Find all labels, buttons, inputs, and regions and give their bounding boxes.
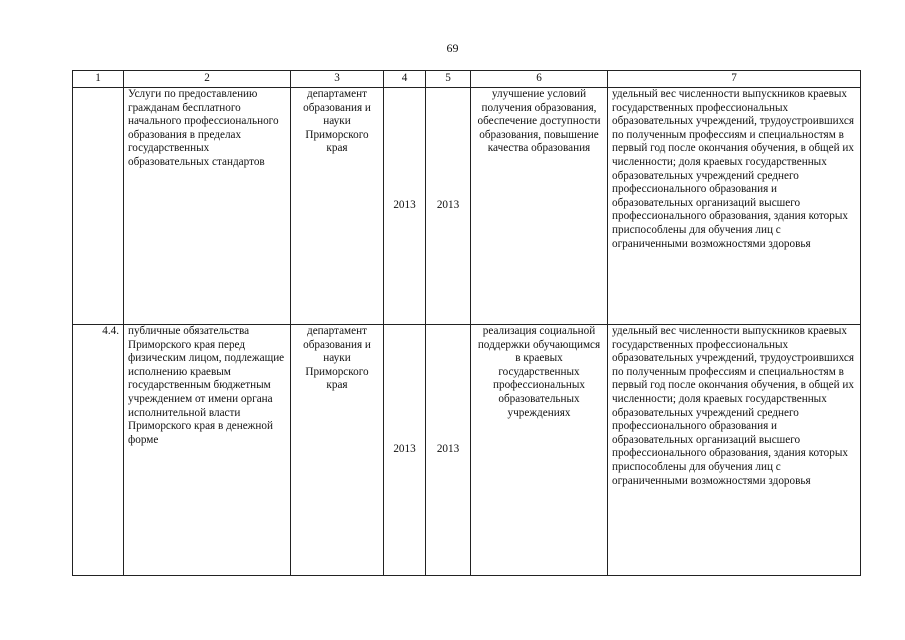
department: департамент образования и науки Приморского края bbox=[291, 325, 384, 576]
column-header-4: 4 bbox=[384, 71, 426, 88]
column-header-1: 1 bbox=[73, 71, 124, 88]
indicator: удельный вес численности выпускников краевых государственных профессиональных образовательных учреждений, трудоустроившихся по полученным профессиям и специальностям в первый год после окончания обучения, в общей их численности; доля краевых государственных образовательных учреждений среднего профессионального образования и образовательных организаций высшего профессионального образования, здания которых приспособлены для обучения лиц с ограниченными возможностями здоровья bbox=[608, 88, 861, 325]
year-start: 2013 bbox=[384, 88, 426, 325]
year-end: 2013 bbox=[426, 325, 471, 576]
goal: улучшение условий получения образования, обеспечение доступности образования, повышение качества образования bbox=[471, 88, 608, 325]
table-row bbox=[73, 88, 861, 325]
table-header-row bbox=[73, 71, 861, 88]
row-number: 4.4. bbox=[73, 325, 124, 576]
service-name: Услуги по предоставлению гражданам бесплатного начального профессионального образования в пределах государственных образовательных стандартов bbox=[124, 88, 291, 325]
column-header-5: 5 bbox=[426, 71, 471, 88]
service-name: публичные обязательства Приморского края перед физическим лицом, подлежащие исполнению краевым государственным бюджетным учреждением от имени органа исполнительной власти Приморского края в денежной форме bbox=[124, 325, 291, 576]
department: департамент образования и науки Приморского края bbox=[291, 88, 384, 325]
year-start: 2013 bbox=[384, 325, 426, 576]
goal: реализация социальной поддержки обучающимся в краевых государственных профессиональных образовательных учреждениях bbox=[471, 325, 608, 576]
year-end: 2013 bbox=[426, 88, 471, 325]
row-number bbox=[73, 88, 124, 325]
column-header-3: 3 bbox=[291, 71, 384, 88]
services-table bbox=[72, 70, 861, 576]
indicator: удельный вес численности выпускников краевых государственных профессиональных образовательных учреждений, трудоустроившихся по полученным профессиям и специальностям в первый год после окончания обучения, в общей их численности; доля краевых государственных образовательных учреждений среднего профессионального образования и образовательных организаций высшего профессионального образования, здания которых приспособлены для обучения лиц с ограниченными возможностями здоровья bbox=[608, 325, 861, 576]
column-header-6: 6 bbox=[471, 71, 608, 88]
table-row bbox=[73, 325, 861, 576]
page-number: 69 bbox=[446, 41, 459, 55]
column-header-7: 7 bbox=[608, 71, 861, 88]
column-header-2: 2 bbox=[124, 71, 291, 88]
